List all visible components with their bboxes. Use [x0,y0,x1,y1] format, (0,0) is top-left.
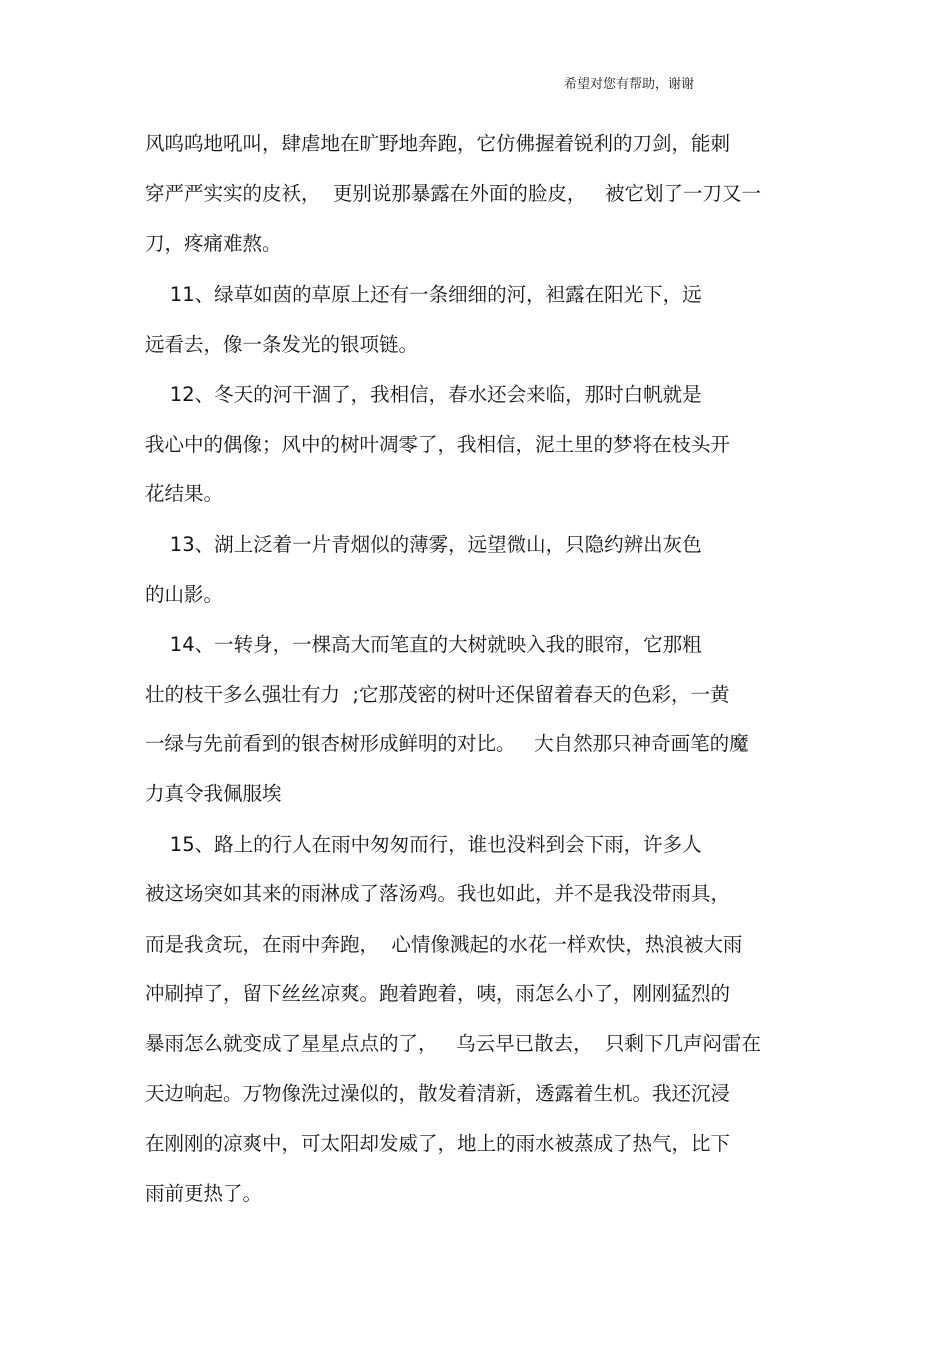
text-line: 冲刷掉了，留下丝丝凉爽。跑着跑着，咦，雨怎么小了，刚刚猛烈的 [145,982,731,1005]
text-line: 而是我贪玩，在雨中奔跑， 心情像溅起的水花一样欢快，热浪被大雨 [145,933,743,956]
text-line: 风呜呜地吼叫，肆虐地在旷野地奔跑，它仿佛握着锐利的刀剑，能刺 [145,132,731,155]
text-line: 在刚刚的凉爽中，可太阳却发威了，地上的雨水被蒸成了热气，比下 [145,1132,731,1155]
text-line: 雨前更热了。 [145,1182,263,1205]
text-line: 天边响起。万物像洗过澡似的，散发着清新，透露着生机。我还沉浸 [145,1082,731,1105]
text-line: 壮的枝干多么强壮有力 ;它那茂密的树叶还保留着春天的色彩，一黄 [145,683,730,706]
text-line: 被这场突如其来的雨淋成了落汤鸡。我也如此，并不是我没带雨具， [145,882,731,905]
text-line: 的山影。 [145,583,224,606]
text-line: 一绿与先前看到的银杏树形成鲜明的对比。 大自然那只神奇画笔的魔 [145,732,749,755]
text-line: 我心中的偶像；风中的树叶凋零了，我相信，泥土里的梦将在枝头开 [145,433,731,456]
text-line: 穿严严实实的皮袄， 更别说那暴露在外面的脸皮， 被它划了一刀又一 [145,182,761,205]
text-line: 13、湖上泛着一片青烟似的薄雾，远望微山，只隐约辨出灰色 [145,533,702,556]
header-note: 希望对您有帮助，谢谢 [564,77,695,92]
text-line: 暴雨怎么就变成了星星点点的了， 乌云早已散去， 只剩下几声闷雷在 [145,1032,761,1055]
text-line: 12、冬天的河干涸了，我相信，春水还会来临，那时白帆就是 [145,383,702,406]
text-line: 11、绿草如茵的草原上还有一条细细的河，袒露在阳光下，远 [145,283,702,306]
text-line: 15、路上的行人在雨中匆匆而行，谁也没料到会下雨，许多人 [145,833,702,856]
text-line: 远看去，像一条发光的银项链。 [145,333,419,356]
text-line: 力真令我佩服埃 [145,782,282,805]
text-line: 刀，疼痛难熬。 [145,232,282,255]
text-line: 14、一转身，一棵高大而笔直的大树就映入我的眼帘，它那粗 [145,633,702,656]
text-line: 花结果。 [145,482,224,505]
